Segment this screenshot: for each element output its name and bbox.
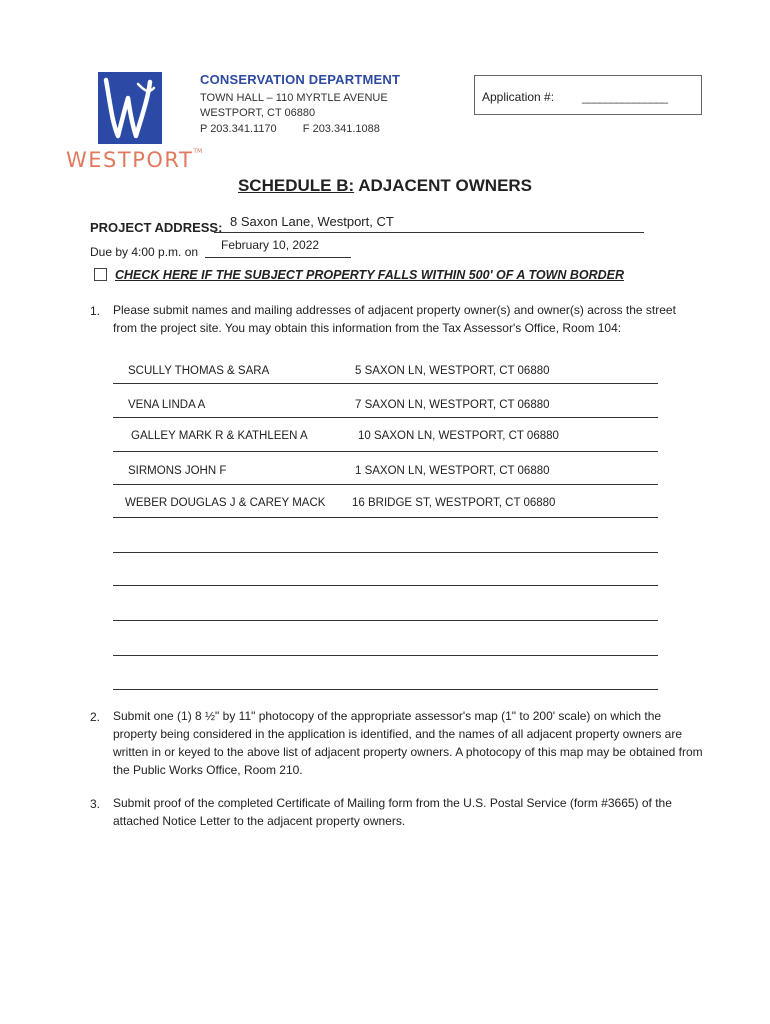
owner-address[interactable]: 7 SAXON LN, WESTPORT, CT 06880 (355, 399, 550, 411)
owner-row-line (113, 451, 658, 452)
owner-row-empty[interactable] (113, 620, 658, 621)
owner-row-empty[interactable] (113, 655, 658, 656)
item-text-2: Submit one (1) 8 ½" by 11" photocopy of the appropriate assessor's map (1" to 200' scale) on which the property being considered in the application is identified, and the names of all adjacent property owners are written in or keyed to the above list of adjacent property owners. A photocopy of this map may be obtained from the Public Works Office, Room 210. (113, 709, 703, 777)
item-number-3: 3. (90, 797, 101, 811)
item-number-2: 2. (90, 710, 101, 724)
application-number-label: Application #: (482, 90, 555, 104)
owner-address[interactable]: 5 SAXON LN, WESTPORT, CT 06880 (355, 365, 550, 377)
due-date-label: Due by 4:00 p.m. on (90, 245, 199, 259)
owner-row-empty[interactable] (113, 689, 658, 690)
owner-address[interactable]: 16 BRIDGE ST, WESTPORT, CT 06880 (352, 497, 556, 509)
project-address-field[interactable]: 8 Saxon Lane, Westport, CT (230, 214, 394, 229)
fax-number: F 203.341.1088 (302, 123, 380, 135)
page-title (0, 176, 770, 196)
owner-name[interactable]: VENA LINDA A (128, 399, 206, 411)
item-number-1: 1. (90, 304, 101, 318)
department-name: CONSERVATION DEPARTMENT (200, 72, 401, 87)
owner-row-empty[interactable] (113, 552, 658, 553)
department-address-line2: WESTPORT, CT 06880 (200, 107, 316, 119)
town-border-checkbox-label: CHECK HERE IF THE SUBJECT PROPERTY FALLS WITHIN 500' OF A TOWN BORDER (115, 268, 625, 282)
phone-number: P 203.341.1170 (200, 123, 277, 135)
project-address-underline (214, 232, 644, 233)
item-text-3: Submit proof of the completed Certificate of Mailing form from the U.S. Postal Service (form #3665) of the attached Notice Letter to the adjacent property owners. (113, 796, 672, 828)
due-date-underline (205, 257, 351, 258)
project-address-label: PROJECT ADDRESS: (90, 220, 223, 235)
logo-wordmark: WESTPORT™ (66, 148, 203, 172)
title-rest: ADJACENT OWNERS (354, 176, 533, 195)
owner-row-empty[interactable] (113, 585, 658, 586)
owner-address[interactable]: 10 SAXON LN, WESTPORT, CT 06880 (358, 430, 559, 442)
department-address-line1: TOWN HALL – 110 MYRTLE AVENUE (200, 92, 388, 104)
owner-address[interactable]: 1 SAXON LN, WESTPORT, CT 06880 (355, 465, 550, 477)
westport-logo-icon (98, 72, 162, 144)
due-date-field[interactable]: February 10, 2022 (221, 238, 320, 252)
owner-name[interactable]: WEBER DOUGLAS J & CAREY MACK (125, 497, 326, 509)
title-schedule-label: SCHEDULE B: (237, 176, 355, 195)
owner-name[interactable]: GALLEY MARK R & KATHLEEN A (131, 430, 308, 442)
item-text-1: Please submit names and mailing addresses of adjacent property owner(s) and owner(s) across the street from the project site. You may obtain this information from the Tax Assessor's Office, Room 104: (113, 303, 676, 335)
town-border-checkbox[interactable] (94, 268, 107, 281)
application-number-field[interactable]: _______________ (582, 90, 668, 104)
owner-row-line (113, 417, 658, 418)
owner-row-line (113, 517, 658, 518)
owner-row-line (113, 383, 658, 384)
owner-name[interactable]: SCULLY THOMAS & SARA (128, 365, 270, 377)
owner-name[interactable]: SIRMONS JOHN F (128, 465, 227, 477)
owner-row-line (113, 484, 658, 485)
department-phone-fax (200, 123, 380, 135)
